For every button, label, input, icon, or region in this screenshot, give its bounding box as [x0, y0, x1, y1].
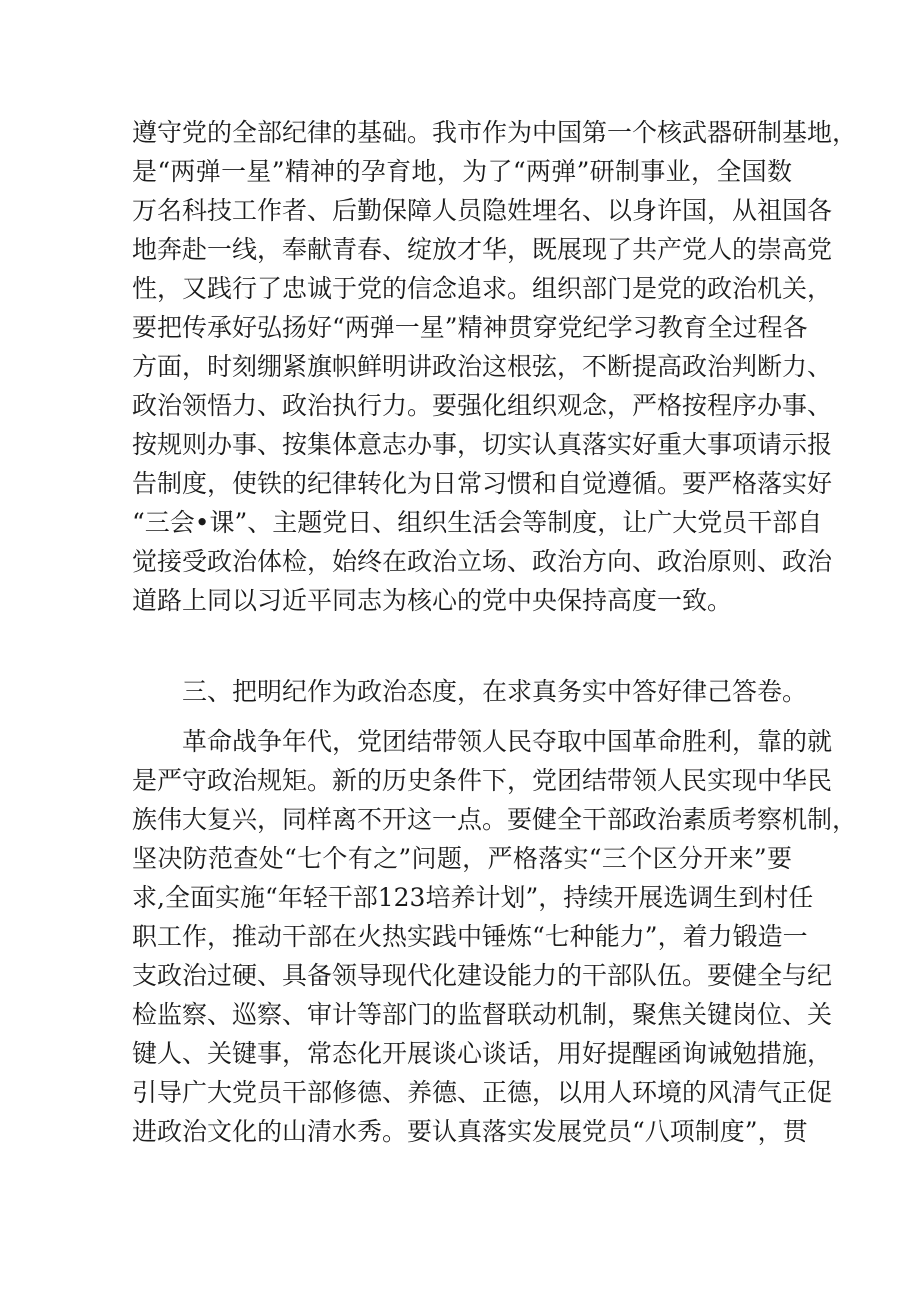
text-line: 地奔赴一线，奉献青春、绽放才华，既展现了共产党人的崇高党 [132, 235, 833, 264]
text-line: 求,全面实施“年轻干部123培养计划”，持续开展选调生到村任 [132, 883, 814, 912]
text-line: 要把传承好弘扬好“两弹一星”精神贯穿党纪学习教育全过程各 [132, 313, 808, 342]
text-line: 性，又践行了忠诚于党的信念追求。组织部门是党的政治机关， [132, 274, 833, 303]
section-heading: 三、把明纪作为政治态度，在求真务实中答好律己答卷。 [182, 677, 808, 706]
text-line: 检监察、巡察、审计等部门的监督联动机制，聚焦关键岗位、关 [132, 1000, 833, 1029]
paragraph-discipline-foundation [132, 113, 858, 620]
text-line: 革命战争年代，党团结带领人民夺取中国革命胜利，靠的就 [182, 727, 833, 756]
text-line: 是严守政治规矩。新的历史条件下，党团结带领人民实现中华民 [132, 766, 833, 795]
text-line: 坚决防范查处“七个有之”问题，严格落实“三个区分开来”要 [132, 844, 792, 873]
section-heading-three [132, 672, 808, 711]
text-line: 道路上同以习近平同志为核心的党中央保持高度一致。 [132, 586, 733, 615]
text-line: 遵守党的全部纪律的基础。我市作为中国第一个核武器研制基地， [132, 118, 858, 147]
text-line: 支政治过硬、具备领导现代化建设能力的干部队伍。要健全与纪 [132, 961, 833, 990]
text-line: 万名科技工作者、后勤保障人员隐姓埋名、以身许国，从祖国各 [132, 196, 833, 225]
text-line: 觉接受政治体检，始终在政治立场、政治方向、政治原则、政治 [132, 547, 833, 576]
text-line: 族伟大复兴，同样离不开这一点。要健全干部政治素质考察机制， [132, 805, 858, 834]
text-line: 键人、关键事，常态化开展谈心谈话，用好提醒函询诫勉措施， [132, 1039, 833, 1068]
text-line: 职工作，推动干部在火热实践中锤炼“七种能力”，着力锻造一 [132, 922, 808, 951]
text-line: 告制度，使铁的纪律转化为日常习惯和自觉遵循。要严格落实好 [132, 469, 833, 498]
text-line: 进政治文化的山清水秀。要认真落实发展党员“八项制度”，贯 [132, 1117, 808, 1146]
text-line: 引导广大党员干部修德、养德、正德，以用人环境的风清气正促 [132, 1078, 833, 1107]
text-line: 按规则办事、按集体意志办事，切实认真落实好重大事项请示报 [132, 430, 833, 459]
text-line: 是“两弹一星”精神的孕育地，为了“两弹”研制事业，全国数 [132, 157, 792, 186]
paragraph-political-rules [132, 722, 858, 1151]
text-line: 方面，时刻绷紧旗帜鲜明讲政治这根弦，不断提高政治判断力、 [132, 352, 833, 381]
text-line: 政治领悟力、政治执行力。要强化组织观念，严格按程序办事、 [132, 391, 833, 420]
text-line: “三会•课”、主题党日、组织生活会等制度，让广大党员干部自 [132, 508, 823, 537]
